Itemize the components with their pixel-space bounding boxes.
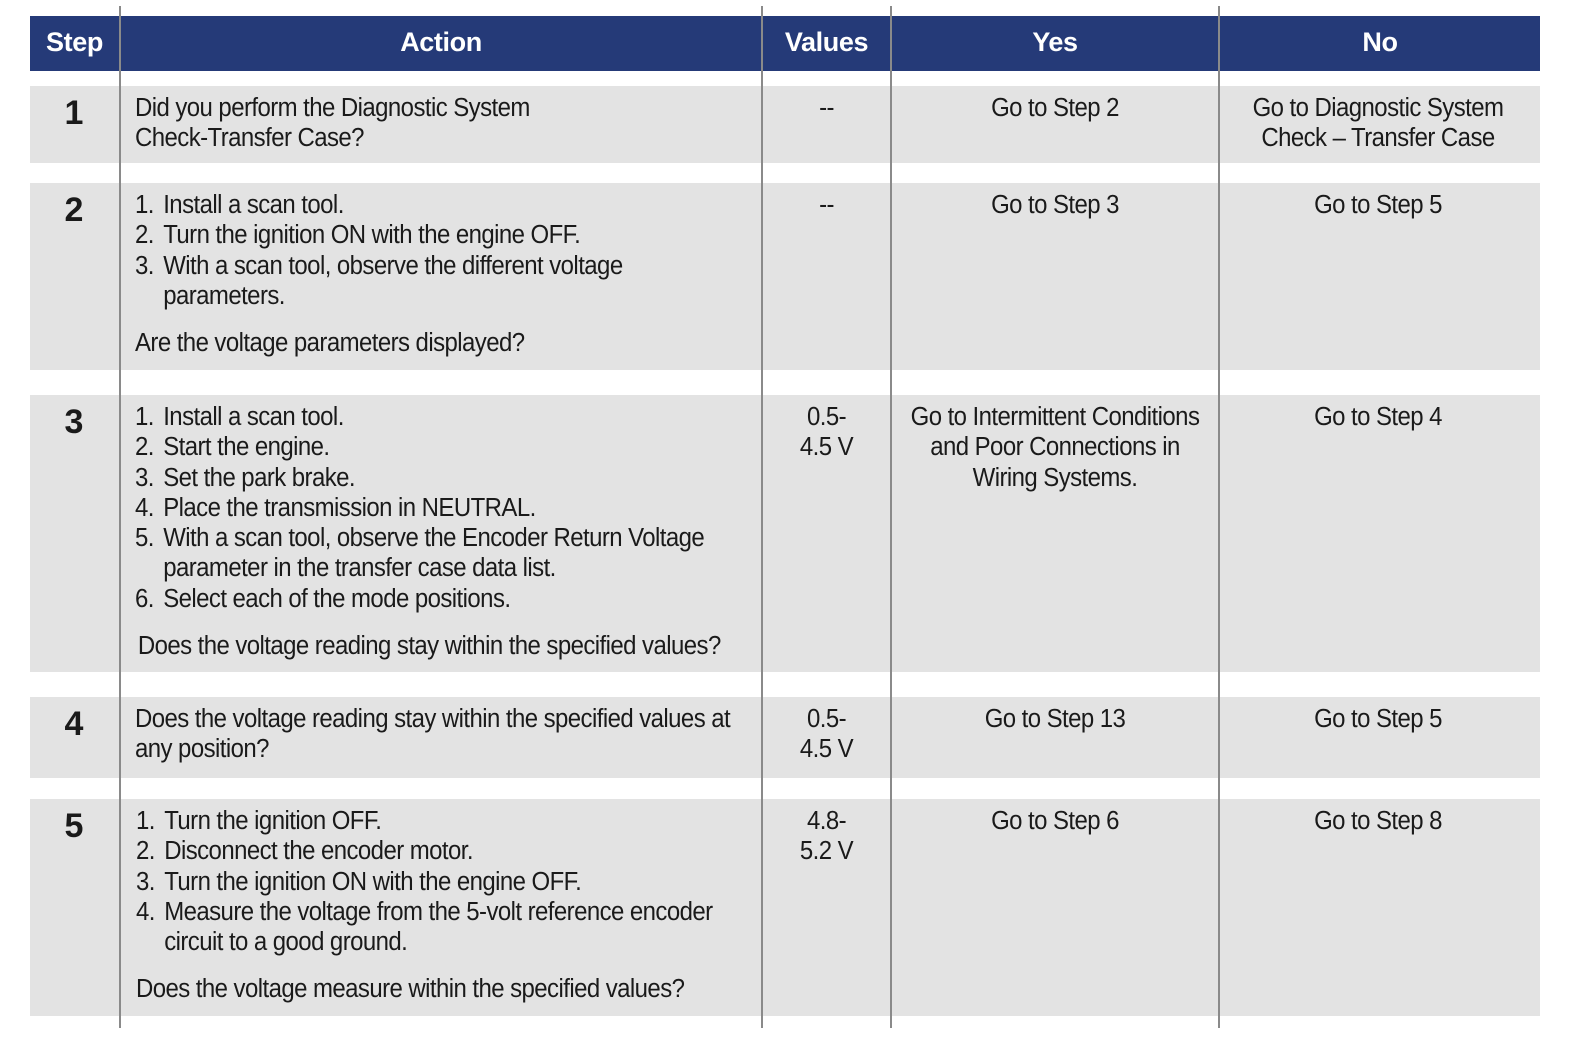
step-number: 1 xyxy=(64,94,84,132)
values-text: -- xyxy=(819,94,834,122)
step-item-text: Install a scan tool. xyxy=(163,191,344,219)
yes-text: Go to Intermittent Conditions xyxy=(910,403,1200,431)
action-text: Check-Transfer Case? xyxy=(135,124,364,153)
no-text: Check – Transfer Case xyxy=(1261,124,1495,153)
action-cell xyxy=(135,190,623,358)
yes-text: Go to Step 6 xyxy=(991,807,1119,835)
step-item-text: Turn the ignition OFF. xyxy=(164,807,382,835)
step-item-number: 2. xyxy=(135,433,154,462)
no-text: Go to Step 8 xyxy=(1314,807,1442,835)
yes-cell xyxy=(902,402,1208,493)
header-values: Values xyxy=(784,27,869,57)
step-number: 5 xyxy=(64,807,84,845)
step-item-text: Install a scan tool. xyxy=(163,403,344,431)
action-text: Did you perform the Diagnostic System xyxy=(135,94,530,122)
action-question: Are the voltage parameters displayed? xyxy=(135,329,525,358)
yes-text: and Poor Connections in xyxy=(930,433,1180,462)
action-steps-list xyxy=(135,190,623,311)
step-number: 2 xyxy=(64,191,84,229)
action-text: any position? xyxy=(135,735,269,764)
column-divider xyxy=(119,6,121,1028)
yes-cell xyxy=(902,806,1208,836)
action-cell xyxy=(135,93,530,154)
values-cell xyxy=(767,704,886,765)
no-cell xyxy=(1229,402,1526,432)
step-number: 3 xyxy=(64,403,84,441)
step-item-number: 2. xyxy=(136,837,155,866)
yes-text: Go to Step 3 xyxy=(991,191,1119,219)
action-step-item xyxy=(136,897,713,958)
header-yes: Yes xyxy=(1032,27,1078,57)
action-step-item xyxy=(136,867,713,897)
column-divider xyxy=(890,6,892,1028)
no-text: Go to Diagnostic System xyxy=(1252,94,1504,122)
action-question: Does the voltage measure within the specified values? xyxy=(136,975,685,1004)
values-text: 4.5 V xyxy=(799,735,854,764)
step-item-text: circuit to a good ground. xyxy=(164,928,408,957)
no-cell xyxy=(1229,806,1526,836)
action-text: Does the voltage reading stay within the specified values at xyxy=(135,705,731,733)
step-item-number: 3. xyxy=(135,251,154,280)
action-cell xyxy=(135,402,721,661)
header-action: Action xyxy=(400,27,482,57)
action-step-item xyxy=(136,836,713,866)
values-cell xyxy=(767,806,886,867)
step-item-text: Disconnect the encoder motor. xyxy=(164,837,473,866)
action-step-item xyxy=(135,523,721,584)
action-step-item xyxy=(135,463,721,493)
step-item-number: 1. xyxy=(135,191,154,219)
action-step-item xyxy=(135,493,721,523)
values-text: -- xyxy=(819,191,834,219)
values-cell xyxy=(767,402,886,463)
step-item-number: 4. xyxy=(135,493,154,522)
action-step-item xyxy=(135,584,721,614)
values-text: 0.5- xyxy=(806,403,847,431)
yes-cell xyxy=(902,190,1208,220)
values-cell xyxy=(767,190,886,220)
step-number: 4 xyxy=(64,705,84,743)
no-cell xyxy=(1229,93,1526,154)
action-step-item xyxy=(135,190,623,220)
step-item-text: Start the engine. xyxy=(163,433,330,462)
step-item-text: Turn the ignition ON with the engine OFF. xyxy=(164,867,582,896)
step-item-text: Set the park brake. xyxy=(163,463,356,492)
step-item-number: 1. xyxy=(135,403,154,431)
header-step: Step xyxy=(46,27,103,57)
yes-cell xyxy=(902,93,1208,123)
no-text: Go to Step 5 xyxy=(1314,705,1442,733)
step-item-number: 5. xyxy=(135,524,154,553)
yes-cell xyxy=(902,704,1208,734)
values-text: 4.5 V xyxy=(799,433,854,462)
column-divider xyxy=(761,6,763,1028)
values-text: 4.8- xyxy=(806,807,847,835)
values-text: 5.2 V xyxy=(799,837,854,866)
step-item-text: Measure the voltage from the 5-volt reference encoder xyxy=(164,897,713,926)
step-item-number: 6. xyxy=(135,584,154,613)
yes-text: Wiring Systems. xyxy=(972,463,1138,492)
values-cell xyxy=(767,93,886,123)
action-step-item xyxy=(135,251,623,312)
no-cell xyxy=(1229,190,1526,220)
no-text: Go to Step 4 xyxy=(1314,403,1442,431)
action-step-item xyxy=(135,432,721,462)
step-item-text: With a scan tool, observe the different voltage xyxy=(163,251,623,280)
no-cell xyxy=(1229,704,1526,734)
step-item-number: 3. xyxy=(135,463,154,492)
step-item-text: parameters. xyxy=(163,281,285,310)
column-divider xyxy=(1218,6,1220,1028)
step-item-number: 3. xyxy=(136,867,155,896)
yes-text: Go to Step 13 xyxy=(984,705,1126,733)
action-steps-list xyxy=(135,402,721,614)
step-item-number: 4. xyxy=(136,897,155,926)
action-question: Does the voltage reading stay within the specified values? xyxy=(137,632,721,661)
action-step-item xyxy=(136,806,713,836)
no-text: Go to Step 5 xyxy=(1314,191,1442,219)
step-item-text: parameter in the transfer case data list. xyxy=(163,554,556,583)
action-steps-list xyxy=(136,806,713,957)
step-item-number: 1. xyxy=(136,807,155,835)
step-item-number: 2. xyxy=(135,221,154,250)
step-item-text: Place the transmission in NEUTRAL. xyxy=(163,493,536,522)
yes-text: Go to Step 2 xyxy=(991,94,1119,122)
action-cell xyxy=(135,704,730,765)
action-cell xyxy=(136,806,713,1005)
header-no: No xyxy=(1362,27,1398,57)
step-item-text: With a scan tool, observe the Encoder Return Voltage xyxy=(163,524,705,553)
step-item-text: Turn the ignition ON with the engine OFF. xyxy=(163,221,581,250)
values-text: 0.5- xyxy=(806,705,847,733)
step-item-text: Select each of the mode positions. xyxy=(163,584,511,613)
action-step-item xyxy=(135,220,623,250)
action-step-item xyxy=(135,402,721,432)
